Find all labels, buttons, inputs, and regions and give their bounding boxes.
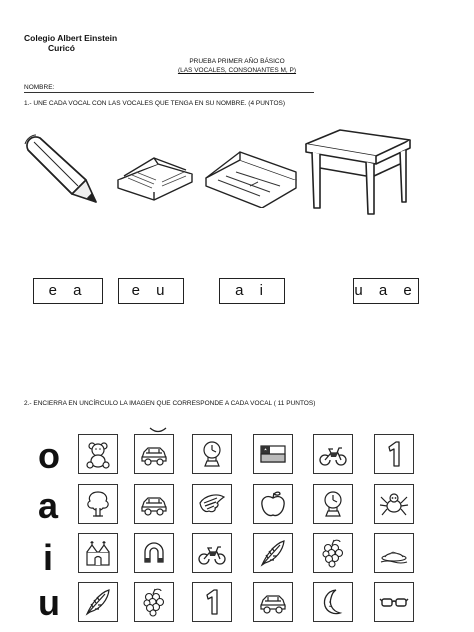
magnet-icon [139, 538, 169, 568]
teddy-bear-icon [83, 439, 113, 469]
feather-icon [83, 587, 113, 617]
school-city-line: Curicó [48, 43, 75, 53]
picture-cell[interactable] [78, 434, 118, 474]
question-1-instruction: 1.- UNE CADA VOCAL CON LAS VOCALES QUE TENGA EN SU NOMBRE. (4 PUNTOS) [24, 100, 286, 107]
table-icon [302, 126, 414, 218]
picture-cell[interactable] [192, 484, 232, 524]
picture-cell[interactable] [313, 484, 353, 524]
letter-o: o [38, 435, 60, 476]
school-name [24, 33, 117, 53]
picture-cell[interactable] [253, 582, 293, 622]
number-one-icon [197, 587, 227, 617]
vowel-option-3[interactable]: a i [219, 278, 285, 304]
picture-cell[interactable] [313, 582, 353, 622]
picture-cell[interactable] [374, 434, 414, 474]
school-name-line: Colegio Albert Einstein [24, 33, 118, 43]
picture-cell[interactable] [192, 582, 232, 622]
picture-cell[interactable] [374, 582, 414, 622]
book-icon [114, 150, 196, 202]
name-field[interactable]: NOMBRE: [24, 84, 314, 93]
picture-cell[interactable] [134, 533, 174, 573]
pencil-case-icon [200, 150, 300, 208]
picture-cell[interactable] [253, 484, 293, 524]
clock-icon [318, 489, 348, 519]
picture-cell[interactable] [313, 533, 353, 573]
number-one-icon [379, 439, 409, 469]
car-icon [139, 439, 169, 469]
flag-icon [258, 439, 288, 469]
picture-cell[interactable] [134, 484, 174, 524]
vowel-option-2[interactable]: e u [118, 278, 184, 304]
tree-icon [83, 489, 113, 519]
picture-cell[interactable] [192, 533, 232, 573]
moon-icon [318, 587, 348, 617]
car-icon [139, 489, 169, 519]
clock-icon [197, 439, 227, 469]
picture-cell[interactable] [134, 582, 174, 622]
picture-cell[interactable] [78, 484, 118, 524]
grapes-icon [139, 587, 169, 617]
test-subtitle: (LAS VOCALES, CONSONANTES M, P) [177, 67, 297, 74]
glasses-icon [379, 587, 409, 617]
vowel-option-4[interactable]: u a e [353, 278, 419, 304]
apple-icon [258, 489, 288, 519]
picture-cell[interactable] [313, 434, 353, 474]
picture-cell[interactable] [192, 434, 232, 474]
island-icon [379, 538, 409, 568]
car-icon [258, 587, 288, 617]
spider-icon [379, 489, 409, 519]
picture-cell[interactable] [78, 582, 118, 622]
picture-cell[interactable] [374, 484, 414, 524]
letter-u: u [38, 582, 60, 623]
test-title: PRUEBA PRIMER AÑO BÁSICO [189, 58, 285, 65]
church-icon [83, 538, 113, 568]
picture-cell[interactable] [374, 533, 414, 573]
feather-icon [258, 538, 288, 568]
letter-a: a [38, 485, 59, 526]
motorcycle-icon [318, 439, 348, 469]
vowel-option-1[interactable]: e a [33, 278, 103, 304]
picture-cell[interactable] [78, 533, 118, 573]
grapes-icon [318, 538, 348, 568]
pencil-icon [22, 132, 108, 220]
picture-cell[interactable] [253, 533, 293, 573]
picture-cell[interactable] [134, 434, 174, 474]
wing-icon [197, 489, 227, 519]
picture-cell[interactable] [253, 434, 293, 474]
question-2-instruction: 2.- ENCIERRA EN UNCÍRCULO LA IMAGEN QUE CORRESPONDE A CADA VOCAL ( 11 PUNTOS) [24, 400, 316, 407]
letter-i: i [43, 537, 54, 578]
motorcycle-icon [197, 538, 227, 568]
